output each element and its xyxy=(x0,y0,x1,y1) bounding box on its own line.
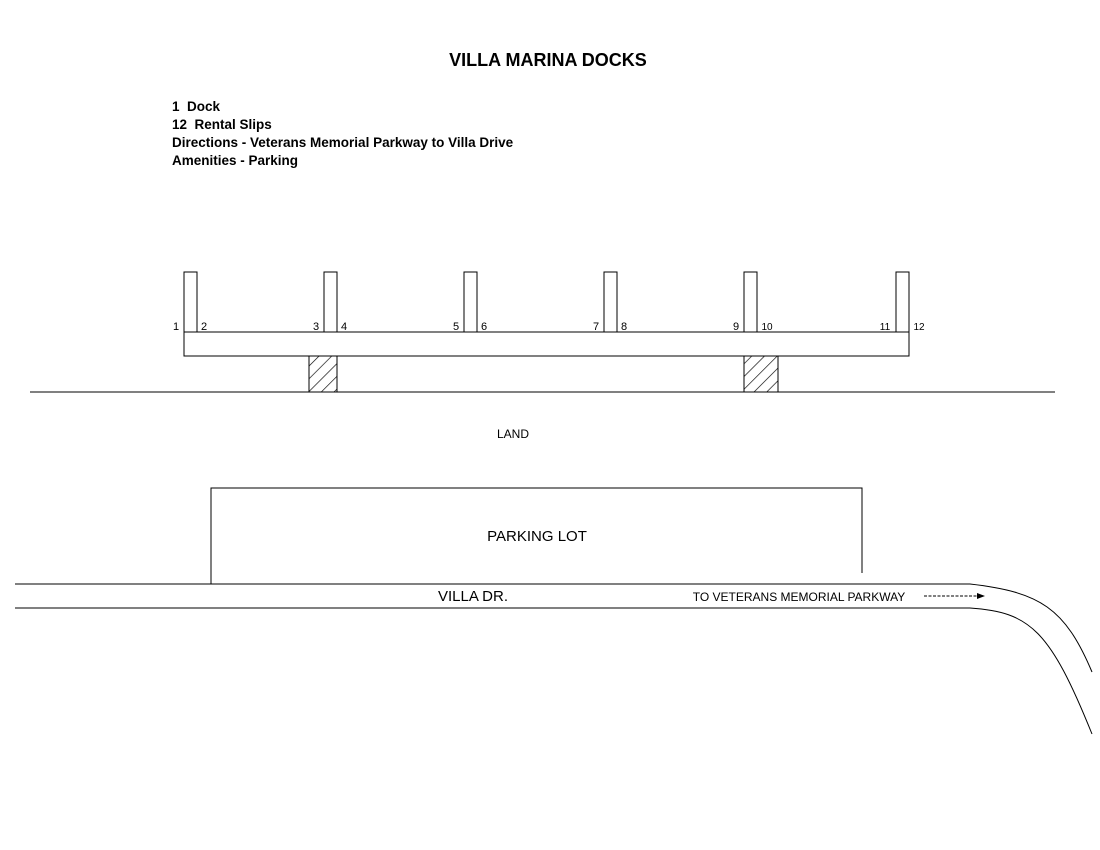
arrow-head-icon xyxy=(977,593,985,599)
info-directions: Directions - Veterans Memorial Parkway to Villa Drive xyxy=(172,135,514,150)
slip-label: 12 xyxy=(913,322,925,333)
road-edge-north xyxy=(15,584,1092,672)
land-label: LAND xyxy=(496,427,530,441)
info-dock-count: 1 Dock xyxy=(172,99,221,114)
slip-label: 5 xyxy=(452,321,460,333)
slip-label: 7 xyxy=(592,321,600,333)
parking-lot-label: PARKING LOT xyxy=(487,528,587,545)
page-title: VILLA MARINA DOCKS xyxy=(449,50,647,70)
finger-pier xyxy=(324,272,337,332)
road-edge-south xyxy=(15,608,1092,734)
road-label: VILLA DR. xyxy=(437,588,509,605)
slip-label: 11 xyxy=(879,322,891,333)
slip-label: 3 xyxy=(312,321,320,333)
slip-label: 9 xyxy=(732,321,740,333)
finger-pier xyxy=(604,272,617,332)
finger-pier xyxy=(184,272,197,332)
gangway xyxy=(309,356,337,392)
info-slip-count: 12 Rental Slips xyxy=(172,117,272,132)
finger-pier xyxy=(744,272,757,332)
gangway xyxy=(744,356,778,392)
finger-pier xyxy=(464,272,477,332)
slip-label: 8 xyxy=(620,321,628,333)
main-dock xyxy=(184,332,909,356)
slip-label: 2 xyxy=(200,321,208,333)
slip-label: 10 xyxy=(761,322,773,333)
slip-label: 6 xyxy=(480,321,488,333)
slip-label: 1 xyxy=(172,321,180,333)
info-amenities: Amenities - Parking xyxy=(172,153,299,168)
direction-label: TO VETERANS MEMORIAL PARKWAY xyxy=(692,590,906,604)
slip-label: 4 xyxy=(340,321,348,333)
finger-pier xyxy=(896,272,909,332)
